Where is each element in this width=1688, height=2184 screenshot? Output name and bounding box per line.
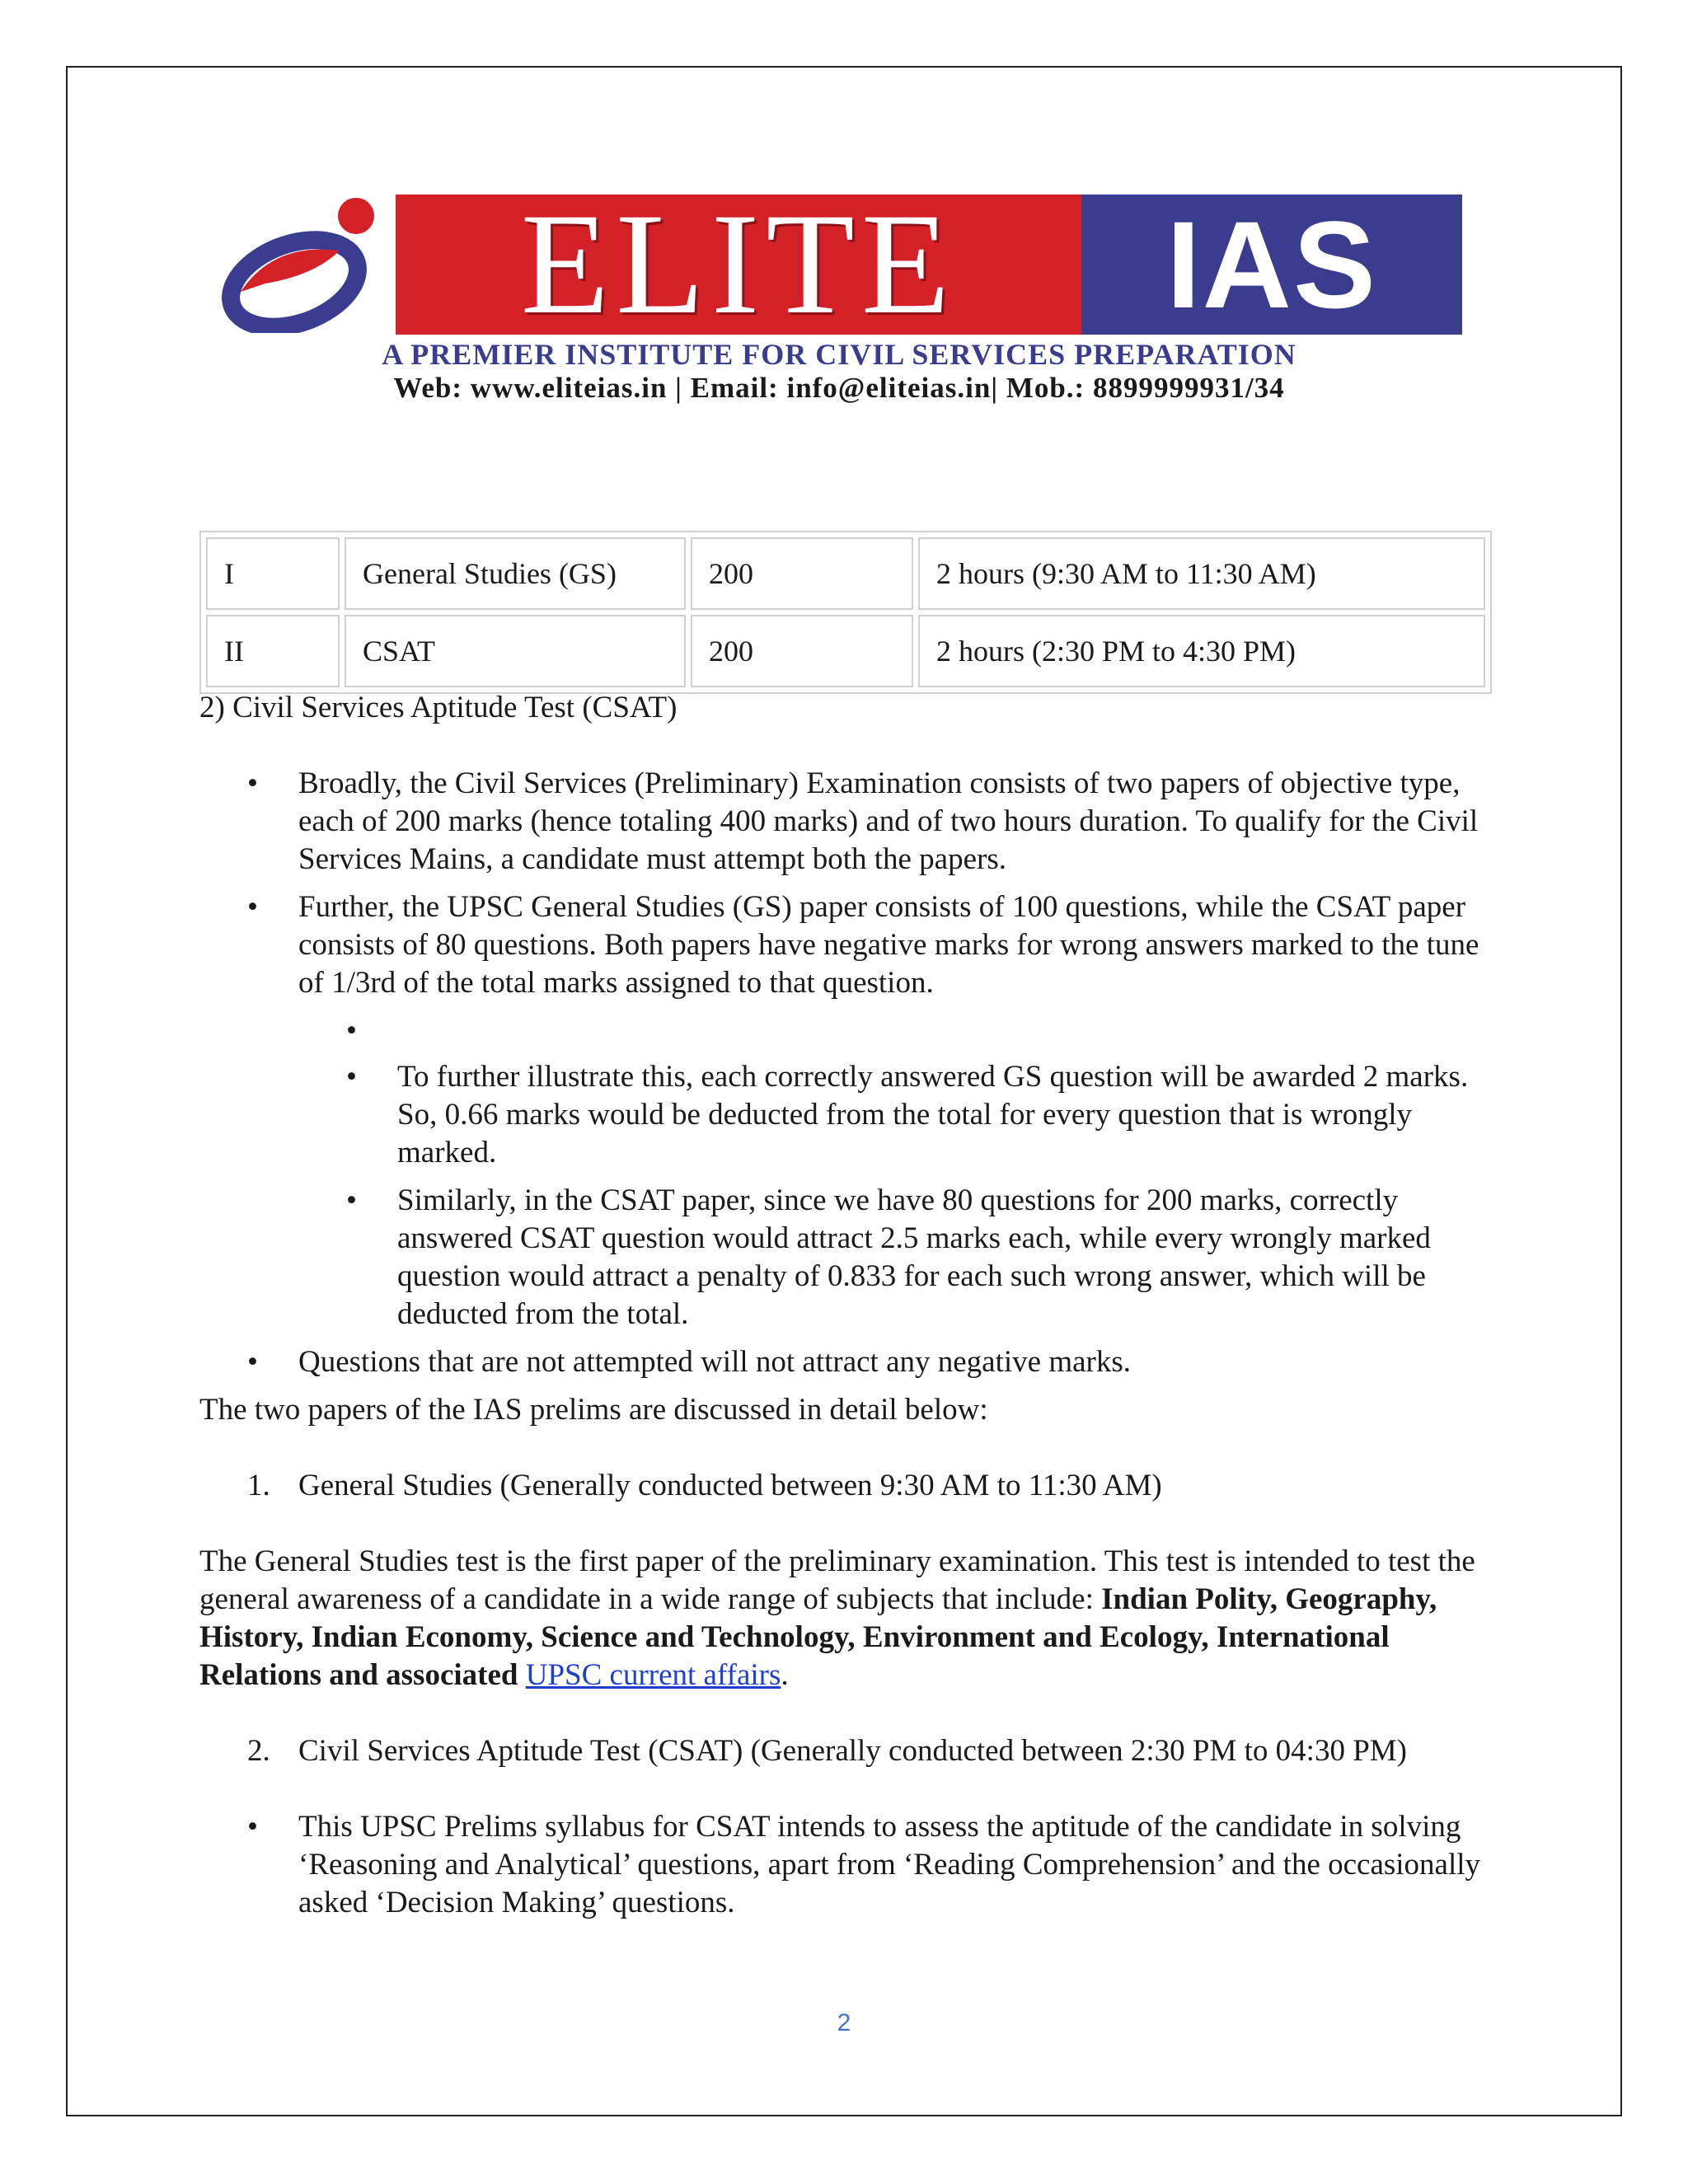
- bullet-list: [199, 1808, 1493, 1922]
- numbered-item: [199, 1467, 1493, 1505]
- intro-text: The two papers of the IAS prelims are discussed in detail below:: [199, 1393, 988, 1427]
- table-cell: 2 hours (9:30 AM to 11:30 AM): [918, 537, 1485, 610]
- table-cell: I: [206, 537, 340, 610]
- gs-subjects-bold: Indian Polity, Geography, History, Indian Economy, Science and Technology, Environment and Ecology, International Relations and associated: [199, 1582, 1437, 1692]
- table-cell: II: [206, 615, 340, 687]
- table-cell: CSAT: [345, 615, 686, 687]
- table-cell: 2 hours (2:30 PM to 4:30 PM): [918, 615, 1485, 687]
- list-item: • Questions that are not attempted will not attract any negative marks.: [199, 1343, 1493, 1381]
- item-number: 2.: [247, 1734, 270, 1768]
- bullet-list: [199, 765, 1493, 1002]
- item-text: Civil Services Aptitude Test (CSAT) (Generally conducted between 2:30 PM to 04:30 PM): [298, 1734, 1407, 1768]
- table-row: [206, 537, 1485, 610]
- gs-paragraph: [199, 1543, 1493, 1694]
- document-body: [199, 689, 1493, 1922]
- page-number: 2: [837, 2009, 851, 2036]
- gs-paragraph-text: The General Studies test is the first paper of the preliminary examination. This test is intended to test the general awareness of a candidate in a wide range of subjects that include:: [199, 1544, 1475, 1616]
- numbered-item: [199, 1732, 1493, 1770]
- logo-contact: Web: www.eliteias.in | Email: info@eliteias.in| Mob.: 8899999931/34: [393, 372, 1285, 404]
- exam-papers-table: [199, 531, 1492, 694]
- table-cell: 200: [691, 537, 913, 610]
- table-cell: 200: [691, 615, 913, 687]
- elite-ias-logo: [216, 193, 1462, 402]
- logo-tagline: A PREMIER INSTITUTE FOR CIVIL SERVICES PREPARATION: [382, 338, 1296, 371]
- gs-paragraph-end: .: [781, 1658, 789, 1692]
- list-item: • Broadly, the Civil Services (Preliminary) Examination consists of two papers of objective type, each of 200 marks (hence totaling 400 marks) and of two hours duration. To qualify for the Civil Services Mains, a candidate must attempt both the papers.: [199, 765, 1493, 879]
- item-number: 1.: [247, 1469, 270, 1502]
- logo-text-ias: IAS: [1081, 194, 1462, 335]
- table-cell: General Studies (GS): [345, 537, 686, 610]
- table-row: [206, 615, 1485, 687]
- bullet-list: [199, 1343, 1493, 1381]
- logo-e-swoosh-icon: [216, 193, 389, 333]
- upsc-current-affairs-link[interactable]: UPSC current affairs: [525, 1658, 781, 1692]
- list-item: • To further illustrate this, each correctly answered GS question will be awarded 2 marks. So, 0.66 marks would be deducted from the total for every question that is wrongly marked.: [199, 1058, 1493, 1172]
- list-item: • Similarly, in the CSAT paper, since we have 80 questions for 200 marks, correctly answered CSAT question would attract 2.5 marks each, while every wrongly marked question would attract a penalty of 0.833 for each such wrong answer, which will be deducted from the total.: [199, 1182, 1493, 1333]
- list-item: [199, 1012, 1493, 1050]
- item-text: General Studies (Generally conducted between 9:30 AM to 11:30 AM): [298, 1469, 1162, 1502]
- list-item: • This UPSC Prelims syllabus for CSAT intends to assess the aptitude of the candidate in solving ‘Reasoning and Analytical’ questions, apart from ‘Reading Comprehension’ and the occasionally asked ‘Decision Making’ questions.: [199, 1808, 1493, 1922]
- section-heading: 2) Civil Services Aptitude Test (CSAT): [199, 691, 678, 724]
- logo-text-elite: ELITE: [396, 194, 1081, 335]
- sub-bullet-list: [199, 1012, 1493, 1333]
- list-item: • Further, the UPSC General Studies (GS) paper consists of 100 questions, while the CSAT paper consists of 80 questions. Both papers have negative marks for wrong answers marked to the tune of 1/3rd of the total marks assigned to that question.: [199, 888, 1493, 1002]
